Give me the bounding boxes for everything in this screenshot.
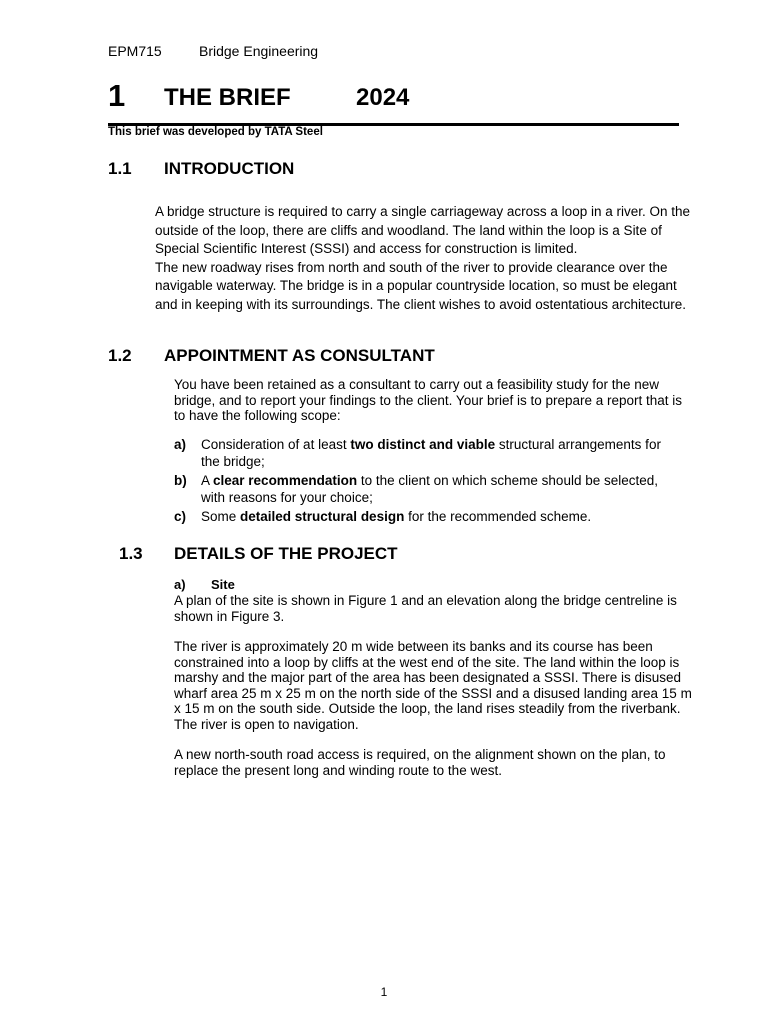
section-body xyxy=(174,593,696,624)
list-text: A xyxy=(201,473,214,488)
list-emphasis: two distinct and viable xyxy=(350,437,496,452)
section-number: 1.2 xyxy=(108,346,132,365)
section-title: APPOINTMENT AS CONSULTANT xyxy=(164,346,435,365)
list-text: to the client on which scheme should be selected, with reasons for your choice; xyxy=(201,473,659,505)
subsection-label: a) xyxy=(174,577,186,592)
section-body xyxy=(155,203,695,314)
page-number: 1 xyxy=(380,985,388,999)
list-item xyxy=(174,508,679,525)
list-label: b) xyxy=(174,473,187,488)
course-title: Bridge Engineering xyxy=(199,43,319,59)
section-title: INTRODUCTION xyxy=(164,159,295,178)
list-text: structural arrangements for the bridge; xyxy=(201,437,661,469)
section-body xyxy=(174,377,686,424)
course-code: EPM715 xyxy=(108,43,162,59)
section-body xyxy=(174,747,696,778)
list-item xyxy=(174,436,679,470)
list-text: Consideration of at least xyxy=(201,437,351,452)
paragraph: The new roadway rises from north and south of the river to provide clearance over the navigable waterway. The bridge is in a popular countryside location, so must be elegant and in keeping with its surroundings. The client wishes to avoid ostentatious architecture. xyxy=(155,259,687,312)
section-title: DETAILS OF THE PROJECT xyxy=(174,544,398,563)
paragraph: A new north-south road access is required, on the alignment shown on the plan, to replace the present long and winding route to the west. xyxy=(174,747,666,778)
list-item xyxy=(174,472,679,506)
subsection-title: Site xyxy=(211,577,235,592)
section-number: 1.1 xyxy=(108,159,132,178)
chapter-number: 1 xyxy=(108,78,126,113)
section-number: 1.3 xyxy=(119,544,143,563)
chapter-title: THE BRIEF xyxy=(164,84,291,111)
list-emphasis: clear recommendation xyxy=(213,473,358,488)
section-body xyxy=(174,639,696,733)
list-text: Some xyxy=(201,509,241,524)
paragraph: A plan of the site is shown in Figure 1 and an elevation along the bridge centreline is shown in Figure 3. xyxy=(174,593,677,624)
paragraph: You have been retained as a consultant to carry out a feasibility study for the new bridge, and to report your findings to the client. Your brief is to prepare a report that is to have the following scope: xyxy=(174,377,683,424)
paragraph: A bridge structure is required to carry a single carriageway across a loop in a river. On the outside of the loop, there are cliffs and woodland. The land within the loop is a Site of Special Scientific Interest (SSSI) and access for construction is limited. xyxy=(155,204,691,256)
byline: This brief was developed by TATA Steel xyxy=(108,126,323,138)
chapter-year: 2024 xyxy=(356,84,410,111)
list-text: for the recommended scheme. xyxy=(404,509,592,524)
list-label: a) xyxy=(174,437,187,452)
list-label: c) xyxy=(174,509,187,524)
paragraph: The river is approximately 20 m wide between its banks and its course has been constrained into a loop by cliffs at the west end of the site. The land within the loop is marshy and the major part of the area has been designated a SSSI. There is disused wharf area 25 m x 25 m on the north side of the SSSI and a disused landing area 15 m x 15 m on the south side. Outside the loop, the land rises steadily from the riverbank. The river is open to navigation. xyxy=(174,639,692,732)
list-emphasis: detailed structural design xyxy=(240,509,405,524)
